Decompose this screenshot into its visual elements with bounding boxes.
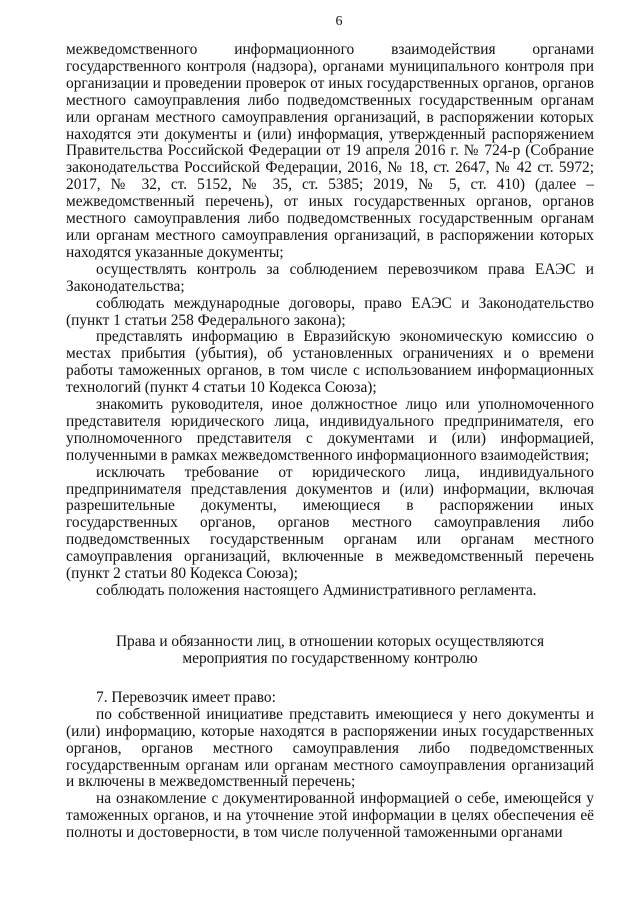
section-heading-line1: Права и обязанности лиц, в отношении которых осуществляются [115,632,545,650]
paragraph-international-treaties: соблюдать международные договоры, право ЕАЭС и Законодательство (пункт 1 статьи 258 Федерального закона); [66,294,594,329]
section-heading-line2: мероприятия по государственному контролю [182,649,478,667]
paragraph-control-compliance: осуществлять контроль за соблюдением перевозчиком права ЕАЭС и Законодательства; [66,260,594,295]
page-number: 6 [335,14,343,29]
paragraph-familiarization: на ознакомление с документированной информацией о себе, имеющейся у таможенных органов, и на уточнение этой информации в целях обеспечения её полноты и достоверности, в том числе полученной таможенными органами [66,790,594,842]
body-text-bottom [66,690,594,842]
paragraph-submit-documents: по собственной инициативе представить имеющиеся у него документы и (или) информацию, которые находятся в распоряжении иных государственных органов, органов местного самоуправления либо подведомственных государственным органам или органам местного самоуправления организаций и включены в межведомственный перечень; [66,705,594,791]
paragraph-observe-regulation: соблюдать положения настоящего Административного регламента. [96,582,537,599]
paragraph-exclude-requirement: исключать требование от юридического лица, индивидуального предпринимателя представления документов и (или) информации, включая разрешительные документы, имеющиеся в распоряжении иных государственных органов, органов местного самоуправления либо подведомственных государственным органам или органам местного самоуправления организаций, включенные в межведомственный перечень (пункт 2 статьи 80 Кодекса Союза); [66,463,594,583]
paragraph-continuation: межведомственного информационного взаимодействия органами государственного контроля (надзора), органами муниципального контроля при организации и проведении проверок от иных государственных органов, органов местного самоуправления либо подведомственных государственным органам или органам местного самоуправления организаций, в распоряжении которых находятся эти документы и (или) информация, утвержденный распоряжением Правительства Российской Федерации от 19 апреля 2016 г. № 724-р (Собрание законодательства Российской Федерации, 2016, № 18, ст. 2647, № 42 ст. 5972; 2017, № 32, ст. 5152, № 35, ст. 5385; 2019, № 5, ст. 410) (далее – межведомственный перечень), от иных государственных органов, органов местного самоуправления либо подведомственных государственным органам или органам местного самоуправления организаций, в распоряжении которых находятся указанные документы; [66,41,594,261]
paragraph-eec-information: представлять информацию в Евразийскую экономическую комиссию о местах прибытия (убытия), об установленных ограничениях и о времени работы таможенных органов, в том числе с использованием информационных технологий (пункт 4 статьи 10 Кодекса Союза); [66,328,594,397]
body-text-top [66,42,594,600]
paragraph-acquaint-representative: знакомить руководителя, иное должностное лицо или уполномоченного представителя юридического лица, индивидуального предпринимателя, его уполномоченного представителя с документами и (или) информацией, полученными в рамках межведомственного информационного взаимодействия; [66,396,594,464]
section-heading [66,633,594,667]
paragraph-carrier-rights: 7. Перевозчик имеет право: [96,688,276,706]
